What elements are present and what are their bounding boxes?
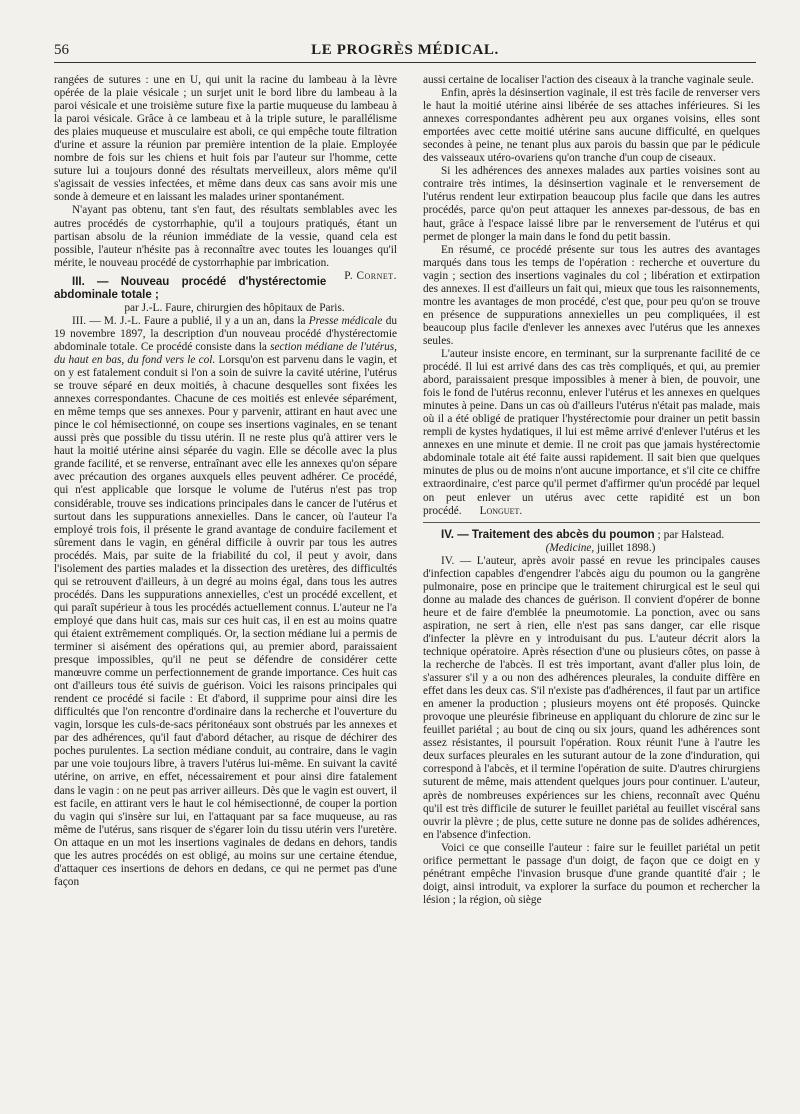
author-signature: P. Cornet. <box>344 269 397 282</box>
paragraph: Enfin, après la désinsertion vaginale, il est très facile de renverser vers le haut la moitié utérine ainsi libérée de ses attaches inférieures. Si les annexes correspondantes adhèrent peu aux organes voisins, elles sont emportées avec cette moitié utérine sans aucune difficulté, en quelques secondes à peine, ne tenant plus aux parois du bassin que par le pédicule des vaisseaux utéro-ovariens qu'on tranche d'un coup de ciseaux. <box>423 87 760 165</box>
paragraph-text: L'auteur insiste encore, en terminant, sur la surprenante facilité de ce procédé. Il lui est arrivé dans des cas très compliqués, et qui, au premier abord, paraissaient presque impossibles à mener à bien, de pouvoir, une fois le fond de l'utérus reconnu, enlever l'utérus et les annexes en quelques minutes à peine. Dans un cas où d'ailleurs l'utérus n'était pas malade, mais où il a été obligé de pratiquer l'hystérectomie pour drainer un petit bassin rempli de kystes hydatiques, il lui est même arrivé d'enlever l'utérus et les annexes en une minute et demie. Il ne croit pas que jamais hystérectomie abdominale totale ait été faite aussi rapidement. Il sait bien que quelques minutes de plus ou de moins n'ont aucune importance, et s'il cite ce chiffre extraordinaire, c'est parce qu'il permet d'affirmer qu'un procédé par lequel on peut enlever un utérus avec cette rapidité est un bon procédé. <box>423 347 760 517</box>
right-column <box>423 74 760 907</box>
paragraph-text: N'ayant pas obtenu, tant s'en faut, des résultats semblables avec les autres procédés de cystorrhaphie, qu'il a toujours pratiqués, étant un partisan absolu de la réunion immédiate de la vessie, quand cela est possible, l'auteur n'hésite pas à reconnaître avec toutes les louanges qu'il mérite, le nouveau procédé de cystorrhaphie par imbrication. <box>54 204 397 269</box>
paragraph <box>54 204 397 282</box>
left-column <box>54 74 397 889</box>
section-byline: ; par Halstead. <box>654 528 725 541</box>
emphasis-text: section médiane de l'utérus, du haut en bas, du fond vers le col. <box>54 340 397 366</box>
paragraph-text: Lorsqu'on est parvenu dans le vagin, et on y est fatalement conduit si l'on a soin de suivre la cavité utérine, l'utérus se trouve séparé en deux moitiés, à chacune desquelles sont fixées les annexes correspondantes. Chacune de ces moitiés est enlevée séparément, en même temps que ses annexes. Pour y parvenir, attirant en haut avec une pince le col hémisectionné, on coupe ses insertions vaginales, en se tenant aussi près que possible du tissu utérin. Il ne reste plus qu'à attirer vers le haut la moitié utérine ainsi séparée du vagin. Elle se décolle avec la plus grande facilité, et se renverse, entraînant avec elle les annexes qu'on sépare avec précaution des organes auxquels elles peuvent adhérer. Ce procédé, qui n'est applicable que lorsque le volume de l'utérus n'est pas trop considérable, trouve ses indications principales dans le cancer de l'utérus et surtout dans les suppurations annexielles. Dans le cancer, où l'auteur l'a employé trois fois, il présente le grand avantage de conduire facilement et sûrement dans le vagin, en général difficile à ouvrir par tous les autres procédés. Mais, par suite de la friabilité du col, il peut y avoir, dans l'isolement des parties malades et la dissection des uretères, des difficultés qui se retrouvent d'ailleurs, à un degré au moins égal, dans tous les autres procédés. Dans les suppurations annexielles, c'est un procédé excellent, et qui paraît supérieur à tous les procédés actuellement connus. L'auteur ne l'a employé que dans huit cas, mais sur ces huit cas, il en est au moins quatre qui étaient extrêmement compliqués. Or, la section médiane lui a permis de terminer si aisément des opérations qui, au premier abord, paraissaient presque impossibles, qu'il ne peut se défendre de considérer cette manœuvre comme un perfectionnement de grande importance. Ces huit cas ont d'ailleurs tous été suivis de guérison. Voici les raisons principales qui rendent ce procédé si facile : Et d'abord, il supprime pour ainsi dire les difficultés que l'on rencontre d'ordinaire dans la recherche et l'ouverture du vagin, lorsque les culs-de-sacs péritonéaux sont obstrués par les annexes et par des adhérences, qu'il faut d'abord détacher, au risque de déchirer des poches purulentes. La section médiane conduit, au contraire, dans le vagin par une voie toujours libre, à travers l'utérus lui-même. En suivant la cavité utérine, on arrive, en effet, nécessairement et pour ainsi dire fatalement dans le vagin : on ne peut pas arriver ailleurs. Dès que le vagin est ouvert, il est facile, en attirant vers le haut le col hémisectionné, de couper la portion du vagin qui s'insère sur lui, en l'attaquant par sa face muqueuse, au ras même de l'utérus, sans risquer de s'égarer loin du tissu utérin vers l'uretère. On attaque en un mot les insertions vaginales de dedans en dehors, tandis que les autres procédés on est obligé, au moins sur une certaine étendue, d'attaquer ces insertions de dehors en dedans, ce qui ne permet pas d'une façon <box>54 353 397 888</box>
paragraph <box>54 315 397 889</box>
paragraph-text: III. — M. J.-L. Faure a publié, il y a un an, dans la <box>72 314 309 327</box>
paragraph: Si les adhérences des annexes malades aux parties voisines sont au contraire très intimes, la désinsertion vaginale et le renversement de l'utérus rendent leur extirpation beaucoup plus facile que dans les autres procédés, parce qu'on peut attaquer les annexes par-dessous, de bas en haut, grâce à l'espace laissé libre par le renversement de l'utérus et qui permet de plonger la main dans le fond du petit bassin. <box>423 165 760 243</box>
paragraph <box>423 348 760 518</box>
paragraph: rangées de sutures : une en U, qui unit la racine du lambeau à la lèvre opérée de la plaie vésicale ; un surjet unit le bord libre du lambeau à la paroi vésicale et une troisième suture fixe la partie muqueuse du lambeau à la paroi vésicale. Grâce à ce lambeau et à la triple suture, le parallélisme des plaies muqueuse et musculaire est aboli, ce qui empêche toute filtration d'urine et assure la réunion par première intention de la plaie. Employée nombre de fois sur les chiens et huit fois par l'auteur sur l'homme, cette suture lui a toujours donné des résultats merveilleux, alors même qu'il s'agissait de vessies infectées, et même dans deux cas sans avoir mis une sonde à demeure et en laissant les malades uriner spontanément. <box>54 74 397 204</box>
journal-name: Presse médicale <box>308 314 383 327</box>
section-byline: par J.-L. Faure, chirurgien des hôpitaux de Paris. <box>124 301 345 314</box>
paragraph: IV. — L'auteur, après avoir passé en revue les principales causes d'infection capables d'engendrer l'abcès aigu du poumon ou la gangrène pulmonaire, pose en principe que le traitement chirurgical est le seul qui donne au malade des chances de guérison. Il convient d'opérer de bonne heure et de faire d'emblée la pneumotomie. La ponction, avec ou sans aspiration, ne sert à rien, elle n'est pas sans danger, car elle risque d'infecter la plèvre en y introduisant du pus. L'auteur décrit alors la technique opératoire. Après résection d'une ou plusieurs côtes, on passe à la recherche de l'abcès. Il est très important, avant d'aller plus loin, de s'assurer s'il y a ou non des adhérences pleurales, la conduite diffère en effet dans les deux cas. S'il n'existe pas d'adhérences, il faut par un artifice en amener la production ; plusieurs moyens ont été proposés. Quincke provoque une pleurésie fibrineuse en appliquant du chlorure de zinc sur le feuillet pariétal ; au bout de cinq ou six jours, quand les adhérences sont assez résistantes, il poursuit l'opération. Roux réunit l'une à l'autre les deux surfaces pleurales en les suturant autour de la zone d'induration, qui correspond à l'abcès, et il termine l'opération de suite. D'autres chirurgiens suturent de même, mais attendent quelques jours pour continuer. L'auteur, après de nombreuses expériences sur les chiens, reconnaît avec Quénu qu'il est très difficile de suturer le feuillet pariétal au feuillet viscéral sans ouvrir la plèvre ; de plus, cette suture ne donne pas de solides adhérences, en l'absence d'infection. <box>423 554 760 841</box>
section-title <box>423 529 760 542</box>
source-date: juillet 1898.) <box>594 541 656 554</box>
section-title: III. — Nouveau procédé d'hystérectomie abdominale totale ; <box>54 275 327 301</box>
paragraph: En résumé, ce procédé présente sur tous les autres des avantages marqués dans tous les temps de l'opération : recherche et ouverture du vagin ; section des insertions vaginales du col ; libération et extirpation des annexes. Il est d'ailleurs un fait qui, mieux que tous les raisonnements, montre les avantages de mon procédé, c'est que, pour peu qu'on se trouve en présence de suppurations annexielles un peu compliquées, il est beaucoup plus facile d'enlever les annexes avec l'utérus que les annexes seules. <box>423 243 760 347</box>
page-header <box>54 40 756 63</box>
paragraph: aussi certaine de localiser l'action des ciseaux à la tranche vaginale seule. <box>423 74 754 86</box>
paragraph: Voici ce que conseille l'auteur : faire sur le feuillet pariétal un petit orifice permettant le passage d'un doigt, de façon que ce doigt en y pénétrant empêche l'invasion brusque d'une grande quantité d'air ; le doigt, ainsi introduit, va explorer la surface du poumon et rechercher la lésion ; la région, où siège <box>423 841 760 906</box>
page-number: 56 <box>54 42 69 58</box>
journal-name: (Medicine, <box>545 541 595 554</box>
section-title-text: IV. — Traitement des abcès du poumon <box>441 528 655 541</box>
section-divider <box>423 522 760 523</box>
author-signature: Longuet. <box>479 504 523 517</box>
section-source <box>423 542 760 555</box>
paragraph-text: du 19 novembre 1897, la description d'un nouveau procédé d'hystérectomie abdominale totale. Ce procédé consiste dans la <box>54 314 397 353</box>
running-title: LE PROGRÈS MÉDICAL. <box>311 42 499 58</box>
